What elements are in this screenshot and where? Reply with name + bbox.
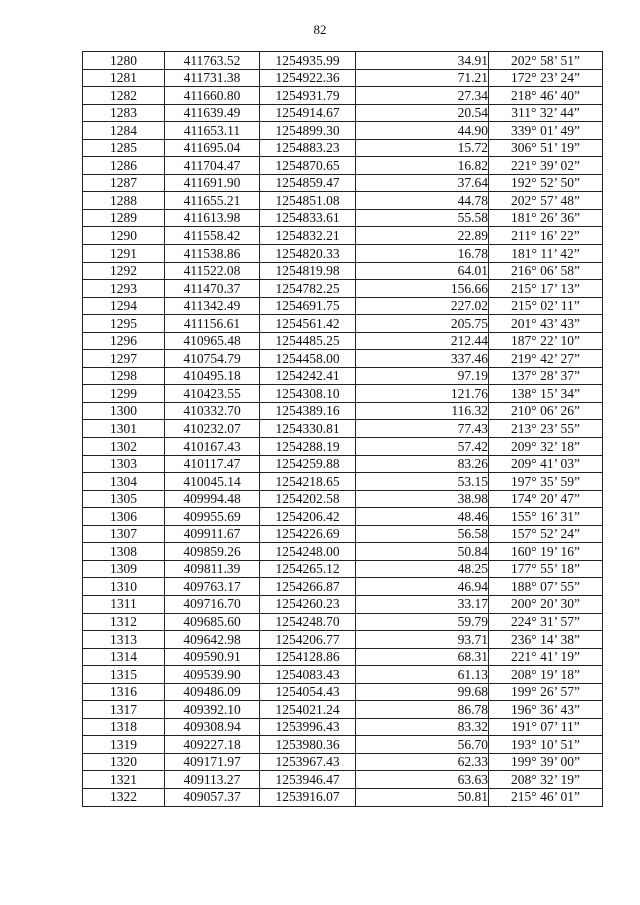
y-coordinate-cell: 1254389.16 [260,402,356,420]
bearing-cell: 193° 10’ 51” [489,736,603,754]
x-coordinate-cell: 411695.04 [165,139,260,157]
y-coordinate-cell: 1254819.98 [260,262,356,280]
y-coordinate-cell: 1254833.61 [260,209,356,227]
y-coordinate-cell: 1254260.23 [260,595,356,613]
point-number-cell: 1306 [83,508,165,526]
distance-cell: 16.78 [356,245,489,263]
point-number-cell: 1283 [83,104,165,122]
point-number-cell: 1302 [83,438,165,456]
x-coordinate-cell: 409955.69 [165,508,260,526]
bearing-cell: 339° 01’ 49” [489,122,603,140]
x-coordinate-cell: 411558.42 [165,227,260,245]
distance-cell: 205.75 [356,315,489,333]
y-coordinate-cell: 1254782.25 [260,280,356,298]
x-coordinate-cell: 411731.38 [165,69,260,87]
x-coordinate-cell: 410423.55 [165,385,260,403]
x-coordinate-cell: 409911.67 [165,525,260,543]
distance-cell: 20.54 [356,104,489,122]
bearing-cell: 160° 19’ 16” [489,543,603,561]
distance-cell: 97.19 [356,367,489,385]
point-number-cell: 1318 [83,718,165,736]
point-number-cell: 1312 [83,613,165,631]
table-row [83,718,603,736]
y-coordinate-cell: 1254691.75 [260,297,356,315]
x-coordinate-cell: 411660.80 [165,87,260,105]
table-row [83,192,603,210]
y-coordinate-cell: 1253967.43 [260,753,356,771]
distance-cell: 44.90 [356,122,489,140]
point-number-cell: 1293 [83,280,165,298]
point-number-cell: 1297 [83,350,165,368]
table-row [83,350,603,368]
y-coordinate-cell: 1254330.81 [260,420,356,438]
x-coordinate-cell: 411156.61 [165,315,260,333]
y-coordinate-cell: 1254870.65 [260,157,356,175]
x-coordinate-cell: 411691.90 [165,174,260,192]
x-coordinate-cell: 410754.79 [165,350,260,368]
point-number-cell: 1296 [83,332,165,350]
table-row [83,701,603,719]
x-coordinate-cell: 411653.11 [165,122,260,140]
x-coordinate-cell: 410045.14 [165,473,260,491]
x-coordinate-cell: 411538.86 [165,245,260,263]
y-coordinate-cell: 1254265.12 [260,560,356,578]
bearing-cell: 138° 15’ 34” [489,385,603,403]
distance-cell: 61.13 [356,666,489,684]
point-number-cell: 1298 [83,367,165,385]
bearing-cell: 209° 41’ 03” [489,455,603,473]
x-coordinate-cell: 410332.70 [165,402,260,420]
point-number-cell: 1287 [83,174,165,192]
table-row [83,174,603,192]
x-coordinate-cell: 411639.49 [165,104,260,122]
x-coordinate-cell: 410965.48 [165,332,260,350]
point-number-cell: 1322 [83,788,165,806]
bearing-cell: 215° 17’ 13” [489,280,603,298]
bearing-cell: 199° 26’ 57” [489,683,603,701]
distance-cell: 337.46 [356,350,489,368]
table-row [83,666,603,684]
page-number: 82 [313,22,327,37]
x-coordinate-cell: 409392.10 [165,701,260,719]
bearing-cell: 215° 46’ 01” [489,788,603,806]
x-coordinate-cell: 409308.94 [165,718,260,736]
table-row [83,455,603,473]
table-row [83,736,603,754]
y-coordinate-cell: 1254202.58 [260,490,356,508]
table-row [83,508,603,526]
y-coordinate-cell: 1254054.43 [260,683,356,701]
y-coordinate-cell: 1254458.00 [260,350,356,368]
x-coordinate-cell: 409859.26 [165,543,260,561]
x-coordinate-cell: 411655.21 [165,192,260,210]
table-row [83,631,603,649]
y-coordinate-cell: 1254248.00 [260,543,356,561]
point-number-cell: 1313 [83,631,165,649]
bearing-cell: 210° 06’ 26” [489,402,603,420]
bearing-cell: 201° 43’ 43” [489,315,603,333]
x-coordinate-cell: 410232.07 [165,420,260,438]
bearing-cell: 200° 20’ 30” [489,595,603,613]
distance-cell: 34.91 [356,52,489,70]
coordinates-table [82,51,603,807]
distance-cell: 46.94 [356,578,489,596]
table-row [83,420,603,438]
point-number-cell: 1321 [83,771,165,789]
distance-cell: 57.42 [356,438,489,456]
table-row [83,560,603,578]
table-row [83,332,603,350]
table-row [83,595,603,613]
y-coordinate-cell: 1254248.70 [260,613,356,631]
distance-cell: 227.02 [356,297,489,315]
x-coordinate-cell: 411613.98 [165,209,260,227]
point-number-cell: 1310 [83,578,165,596]
distance-cell: 64.01 [356,262,489,280]
x-coordinate-cell: 409685.60 [165,613,260,631]
y-coordinate-cell: 1254561.42 [260,315,356,333]
distance-cell: 93.71 [356,631,489,649]
x-coordinate-cell: 411470.37 [165,280,260,298]
table-row [83,402,603,420]
table-row [83,525,603,543]
point-number-cell: 1309 [83,560,165,578]
point-number-cell: 1317 [83,701,165,719]
distance-cell: 33.17 [356,595,489,613]
y-coordinate-cell: 1254021.24 [260,701,356,719]
table-row [83,613,603,631]
y-coordinate-cell: 1254935.99 [260,52,356,70]
distance-cell: 116.32 [356,402,489,420]
distance-cell: 71.21 [356,69,489,87]
bearing-cell: 155° 16’ 31” [489,508,603,526]
table-row [83,227,603,245]
distance-cell: 156.66 [356,280,489,298]
bearing-cell: 157° 52’ 24” [489,525,603,543]
distance-cell: 77.43 [356,420,489,438]
bearing-cell: 202° 58’ 51” [489,52,603,70]
y-coordinate-cell: 1253946.47 [260,771,356,789]
distance-cell: 37.64 [356,174,489,192]
table-row [83,438,603,456]
point-number-cell: 1307 [83,525,165,543]
x-coordinate-cell: 409642.98 [165,631,260,649]
distance-cell: 56.70 [356,736,489,754]
bearing-cell: 191° 07’ 11” [489,718,603,736]
y-coordinate-cell: 1254218.65 [260,473,356,491]
point-number-cell: 1288 [83,192,165,210]
bearing-cell: 202° 57’ 48” [489,192,603,210]
point-number-cell: 1295 [83,315,165,333]
y-coordinate-cell: 1254851.08 [260,192,356,210]
y-coordinate-cell: 1254914.67 [260,104,356,122]
table-row [83,280,603,298]
distance-cell: 48.25 [356,560,489,578]
x-coordinate-cell: 411763.52 [165,52,260,70]
distance-cell: 55.58 [356,209,489,227]
point-number-cell: 1300 [83,402,165,420]
y-coordinate-cell: 1254083.43 [260,666,356,684]
table-row [83,771,603,789]
table-row [83,297,603,315]
x-coordinate-cell: 409171.97 [165,753,260,771]
distance-cell: 212.44 [356,332,489,350]
bearing-cell: 199° 39’ 00” [489,753,603,771]
table-row [83,104,603,122]
bearing-cell: 174° 20’ 47” [489,490,603,508]
bearing-cell: 196° 36’ 43” [489,701,603,719]
point-number-cell: 1284 [83,122,165,140]
bearing-cell: 215° 02’ 11” [489,297,603,315]
table-row [83,157,603,175]
y-coordinate-cell: 1254922.36 [260,69,356,87]
table-row [83,52,603,70]
table-row [83,262,603,280]
point-number-cell: 1299 [83,385,165,403]
x-coordinate-cell: 410117.47 [165,455,260,473]
x-coordinate-cell: 409227.18 [165,736,260,754]
table-row [83,315,603,333]
bearing-cell: 187° 22’ 10” [489,332,603,350]
x-coordinate-cell: 409057.37 [165,788,260,806]
table-row [83,87,603,105]
distance-cell: 62.33 [356,753,489,771]
bearing-cell: 311° 32’ 44” [489,104,603,122]
y-coordinate-cell: 1253916.07 [260,788,356,806]
table-row [83,788,603,806]
y-coordinate-cell: 1254266.87 [260,578,356,596]
distance-cell: 38.98 [356,490,489,508]
point-number-cell: 1316 [83,683,165,701]
y-coordinate-cell: 1254206.42 [260,508,356,526]
point-number-cell: 1280 [83,52,165,70]
distance-cell: 27.34 [356,87,489,105]
x-coordinate-cell: 409994.48 [165,490,260,508]
table-row [83,648,603,666]
y-coordinate-cell: 1254931.79 [260,87,356,105]
distance-cell: 59.79 [356,613,489,631]
point-number-cell: 1289 [83,209,165,227]
distance-cell: 53.15 [356,473,489,491]
x-coordinate-cell: 410495.18 [165,367,260,385]
table-row [83,753,603,771]
point-number-cell: 1320 [83,753,165,771]
bearing-cell: 208° 32’ 19” [489,771,603,789]
point-number-cell: 1294 [83,297,165,315]
bearing-cell: 181° 26’ 36” [489,209,603,227]
table-row [83,245,603,263]
distance-cell: 48.46 [356,508,489,526]
point-number-cell: 1282 [83,87,165,105]
x-coordinate-cell: 409590.91 [165,648,260,666]
point-number-cell: 1291 [83,245,165,263]
distance-cell: 86.78 [356,701,489,719]
bearing-cell: 224° 31’ 57” [489,613,603,631]
bearing-cell: 218° 46’ 40” [489,87,603,105]
distance-cell: 121.76 [356,385,489,403]
y-coordinate-cell: 1254485.25 [260,332,356,350]
x-coordinate-cell: 409811.39 [165,560,260,578]
x-coordinate-cell: 409113.27 [165,771,260,789]
y-coordinate-cell: 1254308.10 [260,385,356,403]
y-coordinate-cell: 1254226.69 [260,525,356,543]
x-coordinate-cell: 409486.09 [165,683,260,701]
y-coordinate-cell: 1254883.23 [260,139,356,157]
y-coordinate-cell: 1254899.30 [260,122,356,140]
table-row [83,473,603,491]
distance-cell: 22.89 [356,227,489,245]
point-number-cell: 1301 [83,420,165,438]
bearing-cell: 172° 23’ 24” [489,69,603,87]
bearing-cell: 177° 55’ 18” [489,560,603,578]
bearing-cell: 137° 28’ 37” [489,367,603,385]
bearing-cell: 211° 16’ 22” [489,227,603,245]
point-number-cell: 1285 [83,139,165,157]
x-coordinate-cell: 411522.08 [165,262,260,280]
point-number-cell: 1292 [83,262,165,280]
table-row [83,683,603,701]
bearing-cell: 181° 11’ 42” [489,245,603,263]
point-number-cell: 1304 [83,473,165,491]
distance-cell: 68.31 [356,648,489,666]
point-number-cell: 1290 [83,227,165,245]
y-coordinate-cell: 1254242.41 [260,367,356,385]
bearing-cell: 236° 14’ 38” [489,631,603,649]
y-coordinate-cell: 1254259.88 [260,455,356,473]
bearing-cell: 221° 41’ 19” [489,648,603,666]
point-number-cell: 1286 [83,157,165,175]
y-coordinate-cell: 1253980.36 [260,736,356,754]
distance-cell: 44.78 [356,192,489,210]
bearing-cell: 209° 32’ 18” [489,438,603,456]
bearing-cell: 306° 51’ 19” [489,139,603,157]
bearing-cell: 221° 39’ 02” [489,157,603,175]
table-row [83,385,603,403]
distance-cell: 16.82 [356,157,489,175]
bearing-cell: 208° 19’ 18” [489,666,603,684]
bearing-cell: 197° 35’ 59” [489,473,603,491]
y-coordinate-cell: 1253996.43 [260,718,356,736]
point-number-cell: 1319 [83,736,165,754]
x-coordinate-cell: 410167.43 [165,438,260,456]
distance-cell: 63.63 [356,771,489,789]
y-coordinate-cell: 1254206.77 [260,631,356,649]
distance-cell: 15.72 [356,139,489,157]
bearing-cell: 213° 23’ 55” [489,420,603,438]
point-number-cell: 1308 [83,543,165,561]
table-row [83,69,603,87]
distance-cell: 99.68 [356,683,489,701]
y-coordinate-cell: 1254832.21 [260,227,356,245]
point-number-cell: 1305 [83,490,165,508]
x-coordinate-cell: 409763.17 [165,578,260,596]
table-row [83,578,603,596]
bearing-cell: 216° 06’ 58” [489,262,603,280]
distance-cell: 83.32 [356,718,489,736]
table-row [83,367,603,385]
bearing-cell: 192° 52’ 50” [489,174,603,192]
x-coordinate-cell: 409539.90 [165,666,260,684]
distance-cell: 50.81 [356,788,489,806]
point-number-cell: 1311 [83,595,165,613]
point-number-cell: 1303 [83,455,165,473]
y-coordinate-cell: 1254859.47 [260,174,356,192]
x-coordinate-cell: 409716.70 [165,595,260,613]
x-coordinate-cell: 411342.49 [165,297,260,315]
x-coordinate-cell: 411704.47 [165,157,260,175]
point-number-cell: 1315 [83,666,165,684]
y-coordinate-cell: 1254128.86 [260,648,356,666]
table-body [83,52,603,807]
table-row [83,209,603,227]
point-number-cell: 1281 [83,69,165,87]
table-row [83,543,603,561]
distance-cell: 56.58 [356,525,489,543]
table-row [83,122,603,140]
point-number-cell: 1314 [83,648,165,666]
bearing-cell: 219° 42’ 27” [489,350,603,368]
bearing-cell: 188° 07’ 55” [489,578,603,596]
table-row [83,490,603,508]
distance-cell: 83.26 [356,455,489,473]
distance-cell: 50.84 [356,543,489,561]
y-coordinate-cell: 1254820.33 [260,245,356,263]
table-row [83,139,603,157]
y-coordinate-cell: 1254288.19 [260,438,356,456]
